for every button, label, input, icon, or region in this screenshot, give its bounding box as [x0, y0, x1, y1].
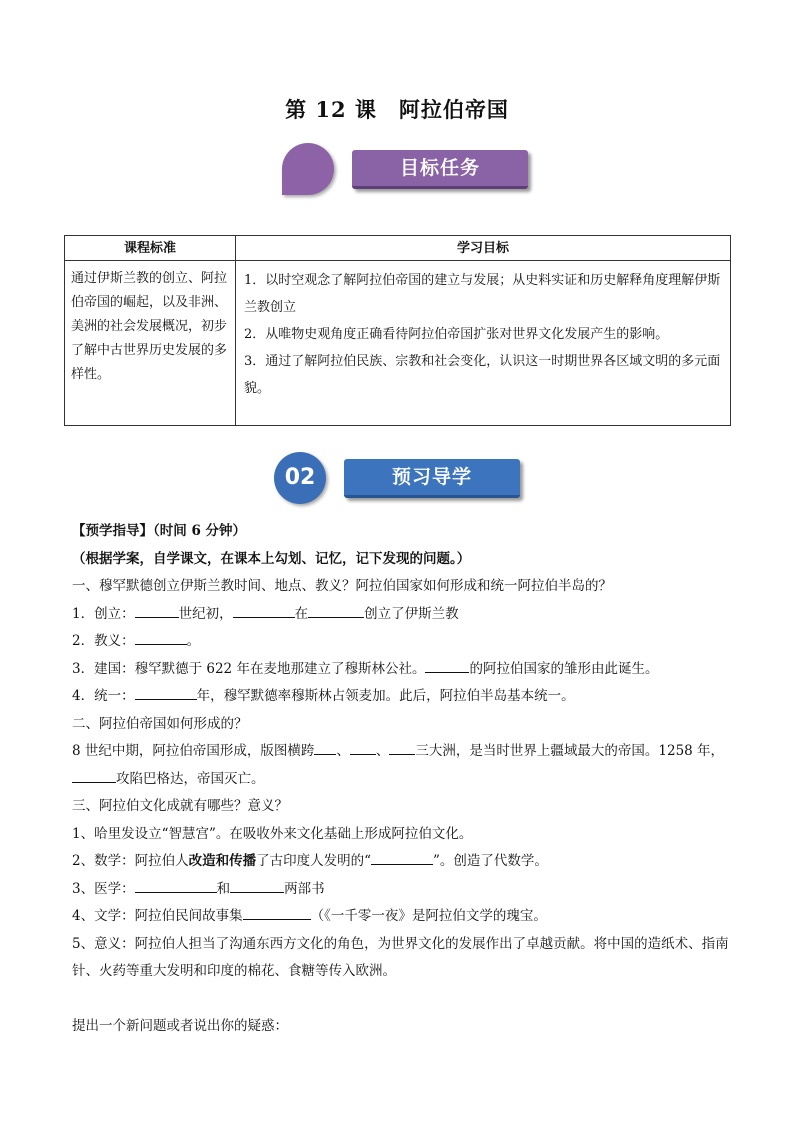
item-state-founding: 3．建国：穆罕默德于 622 年在麦地那建立了穆斯林公社。 的阿拉伯国家的雏形由此诞生。: [72, 656, 740, 684]
culture-item-literature: 4、文学：阿拉伯民间故事集 （《一千零一夜》是阿拉伯文学的瑰宝。: [72, 903, 740, 931]
table-header-objectives: 学习目标: [236, 236, 731, 261]
guide-instruction: （根据学案，自学课文，在课本上勾划、记忆，记下发现的问题。）: [72, 550, 471, 567]
item-unification: 4．统一： 年，穆罕默德率穆斯林占领麦加。此后，阿拉伯半岛基本统一。: [72, 683, 740, 711]
blank-field[interactable]: [371, 850, 433, 865]
preview-content: [72, 518, 740, 1040]
goals-table: [64, 235, 731, 426]
objective-item: 3．通过了解阿拉伯民族、宗教和社会变化，认识这一时期世界各区域文明的多元面貌。: [244, 354, 721, 396]
item-doctrine: 2．教义： 。: [72, 628, 740, 656]
culture-item-medicine: 3、医学： 和 两部书: [72, 876, 740, 904]
question-1: 一、穆罕默德创立伊斯兰教时间、地点、教义？阿拉伯国家如何形成和统一阿拉伯半岛的？: [72, 578, 612, 594]
course-standard-text: 通过伊斯兰教的创立、阿拉伯帝国的崛起，以及非洲、美洲的社会发展概况，初步了解中古世界历史发展的多样性。: [65, 261, 236, 426]
banner-circle-decoration: [282, 143, 334, 195]
blank-field[interactable]: [135, 630, 187, 645]
objectives-cell: [236, 261, 731, 426]
culture-significance: 5、意义：阿拉伯人担当了沟通东西方文化的角色，为世界文化的发展作出了卓越贡献。将中国的造纸术、指南针、火药等重大发明和印度的棉花、食糖等传入欧洲。: [72, 935, 729, 979]
blank-field[interactable]: [425, 658, 469, 673]
item-founding: 1．创立： 世纪初， 在 创立了伊斯兰教: [72, 601, 740, 629]
empire-paragraph: 8 世纪中期，阿拉伯帝国形成，版图横跨 、 、 三大洲，是当时世界上疆域最大的帝国。1258 年， 攻陷巴格达，帝国灭亡。: [72, 738, 740, 793]
blank-field[interactable]: [243, 905, 311, 920]
blank-field[interactable]: [233, 603, 295, 618]
culture-item-math: 2、数学：阿拉伯人改造和传播了古印度人发明的“ ”。创造了代数学。: [72, 848, 740, 876]
blank-field[interactable]: [230, 878, 284, 893]
blank-field[interactable]: [135, 603, 179, 618]
question-2: 二、阿拉伯帝国如何形成的？: [72, 715, 248, 732]
lesson-number: 第 12 课: [285, 97, 377, 122]
objective-item: 2．从唯物史观角度正确看待阿拉伯帝国扩张对世界文化发展产生的影响。: [244, 327, 669, 342]
banner-number: 02: [274, 452, 326, 504]
banner-label: 目标任务: [352, 150, 528, 189]
section-banner-goals: [282, 143, 532, 195]
blank-field[interactable]: [135, 685, 197, 700]
blank-field[interactable]: [308, 603, 364, 618]
section-banner-preview: [274, 452, 524, 504]
question-prompt: 提出一个新问题或者说出你的疑惑：: [72, 1017, 288, 1034]
blank-field[interactable]: [314, 740, 336, 755]
banner-label: 预习导学: [344, 459, 520, 498]
blank-field[interactable]: [72, 768, 116, 783]
culture-item-1: 1、哈里发设立“智慧宫”。在吸收外来文化基础上形成阿拉伯文化。: [72, 825, 473, 842]
page-title: [0, 94, 794, 124]
blank-field[interactable]: [350, 740, 376, 755]
blank-field[interactable]: [135, 878, 217, 893]
blank-field[interactable]: [389, 740, 415, 755]
lesson-name: 阿拉伯帝国: [398, 97, 509, 122]
table-header-standard: 课程标准: [65, 236, 236, 261]
objective-item: 1．以时空观念了解阿拉伯帝国的建立与发展；从史料实证和历史解释角度理解伊斯兰教创立: [244, 273, 721, 315]
question-3: 三、阿拉伯文化成就有哪些？意义？: [72, 798, 288, 814]
guide-heading: 【预学指导】（时间 6 分钟）: [72, 523, 247, 539]
